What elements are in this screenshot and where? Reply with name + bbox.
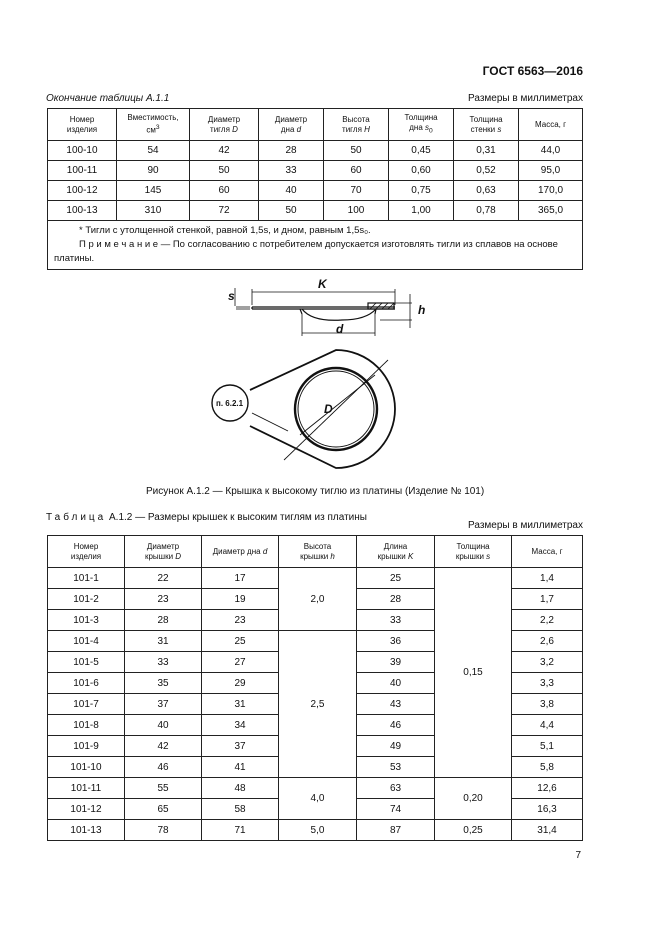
table-cell: 0,78 bbox=[454, 201, 519, 221]
table-cell: 95,0 bbox=[519, 161, 583, 181]
table-cell: 4,4 bbox=[512, 715, 583, 736]
table-cell: 101-12 bbox=[48, 799, 125, 820]
table-cell: 31 bbox=[202, 694, 279, 715]
label-diameter: D bbox=[324, 402, 333, 416]
table-cell: 25 bbox=[357, 568, 435, 589]
table2-caption-text: А.1.2 — Размеры крышек к высоким тиглям из платины bbox=[106, 512, 367, 523]
table-row bbox=[48, 201, 583, 221]
table-cell: 100 bbox=[324, 201, 389, 221]
label-reference: п. 6.2.1 bbox=[216, 399, 244, 408]
table-cell: 31,4 bbox=[512, 820, 583, 841]
table-footnote bbox=[48, 221, 583, 270]
table-cell: 101-8 bbox=[48, 715, 125, 736]
table2-caption bbox=[46, 512, 367, 523]
table-cell: 310 bbox=[117, 201, 190, 221]
table-cell: 44,0 bbox=[519, 141, 583, 161]
table-cell: 42 bbox=[190, 141, 259, 161]
note-label: П р и м е ч а н и е bbox=[79, 239, 159, 250]
label-h: h bbox=[418, 303, 426, 317]
table-cell: 37 bbox=[202, 736, 279, 757]
table-cell: 34 bbox=[202, 715, 279, 736]
table-cell: 101-13 bbox=[48, 820, 125, 841]
col-header: Номер изделия bbox=[48, 536, 125, 568]
table-cell: 1,4 bbox=[512, 568, 583, 589]
table-cell: 48 bbox=[202, 778, 279, 799]
table-cell: 28 bbox=[259, 141, 324, 161]
table-cell: 39 bbox=[357, 652, 435, 673]
table-cell: 37 bbox=[125, 694, 202, 715]
table-row bbox=[48, 141, 583, 161]
col-header: Масса, г bbox=[519, 109, 583, 141]
table-cell: 54 bbox=[117, 141, 190, 161]
table-cell: 0,20 bbox=[435, 778, 512, 820]
table-row bbox=[48, 778, 583, 799]
table-row bbox=[48, 820, 583, 841]
table-cell: 100-13 bbox=[48, 201, 117, 221]
table-cell: 0,45 bbox=[389, 141, 454, 161]
col-header: Диаметр крышки D bbox=[125, 536, 202, 568]
table-row bbox=[48, 161, 583, 181]
table-cell: 60 bbox=[190, 181, 259, 201]
table-cell: 145 bbox=[117, 181, 190, 201]
table-cell: 27 bbox=[202, 652, 279, 673]
table2-caption-word: Таблица bbox=[46, 512, 107, 523]
table-cell: 53 bbox=[357, 757, 435, 778]
table-cell: 1,7 bbox=[512, 589, 583, 610]
table-cell: 78 bbox=[125, 820, 202, 841]
table-cell: 58 bbox=[202, 799, 279, 820]
col-header: Диаметр дна d bbox=[202, 536, 279, 568]
table-cell: 0,25 bbox=[435, 820, 512, 841]
table-cell: 0,63 bbox=[454, 181, 519, 201]
table-cell: 87 bbox=[357, 820, 435, 841]
col-header: Толщина стенки s bbox=[454, 109, 519, 141]
table-cell: 42 bbox=[125, 736, 202, 757]
table-cell: 19 bbox=[202, 589, 279, 610]
table-cell: 29 bbox=[202, 673, 279, 694]
table-cell: 28 bbox=[357, 589, 435, 610]
table-row bbox=[48, 181, 583, 201]
table-cell: 100-12 bbox=[48, 181, 117, 201]
table-cell: 33 bbox=[125, 652, 202, 673]
table-a11-end bbox=[47, 108, 583, 270]
table-cell: 31 bbox=[125, 631, 202, 652]
table-cell: 2,6 bbox=[512, 631, 583, 652]
note-text bbox=[54, 238, 576, 266]
table-row bbox=[48, 568, 583, 589]
table-cell: 101-2 bbox=[48, 589, 125, 610]
table-cell: 0,75 bbox=[389, 181, 454, 201]
table-cell: 3,2 bbox=[512, 652, 583, 673]
table-cell: 0,52 bbox=[454, 161, 519, 181]
lid-plan-outline bbox=[250, 350, 395, 468]
col-header: Вместимость, $см^3$ bbox=[117, 109, 190, 141]
table-cell: 43 bbox=[357, 694, 435, 715]
table-cell: 35 bbox=[125, 673, 202, 694]
table2-units: Размеры в миллиметрах bbox=[468, 520, 583, 531]
table-cell: 4,0 bbox=[279, 778, 357, 820]
label-s: s bbox=[228, 289, 235, 303]
table-cell: 365,0 bbox=[519, 201, 583, 221]
table-cell: 90 bbox=[117, 161, 190, 181]
col-header: Высота крышки h bbox=[279, 536, 357, 568]
col-header: Толщина крышки s bbox=[435, 536, 512, 568]
lid-drawing bbox=[190, 270, 430, 480]
table-cell: 16,3 bbox=[512, 799, 583, 820]
col-header: Номер изделия bbox=[48, 109, 117, 141]
table-cell: 40 bbox=[125, 715, 202, 736]
table-cell: 28 bbox=[125, 610, 202, 631]
table-cell: 0,31 bbox=[454, 141, 519, 161]
table-cell: 36 bbox=[357, 631, 435, 652]
col-header: Диаметр тигля D bbox=[190, 109, 259, 141]
lid-bottom-curve bbox=[302, 309, 376, 320]
table-cell: 5,0 bbox=[279, 820, 357, 841]
table-cell: 72 bbox=[190, 201, 259, 221]
table-cell: 101-4 bbox=[48, 631, 125, 652]
table-cell: 25 bbox=[202, 631, 279, 652]
table-cell: 0,15 bbox=[435, 568, 512, 778]
table-cell: 101-11 bbox=[48, 778, 125, 799]
col-header: Диаметр дна d bbox=[259, 109, 324, 141]
table1-caption: Окончание таблицы А.1.1 bbox=[46, 93, 170, 104]
table-cell: 0,60 bbox=[389, 161, 454, 181]
table-cell: 40 bbox=[259, 181, 324, 201]
table-cell: 55 bbox=[125, 778, 202, 799]
col-header: Масса, г bbox=[512, 536, 583, 568]
table-header-row bbox=[48, 536, 583, 568]
table-cell: 41 bbox=[202, 757, 279, 778]
table-cell: 2,5 bbox=[279, 631, 357, 778]
table-cell: 46 bbox=[125, 757, 202, 778]
table-cell: 65 bbox=[125, 799, 202, 820]
col-header: Толщина дна $s_0$ bbox=[389, 109, 454, 141]
table-cell: 100-11 bbox=[48, 161, 117, 181]
table1-units: Размеры в миллиметрах bbox=[468, 93, 583, 104]
table-header-row bbox=[48, 109, 583, 141]
table-cell: 100-10 bbox=[48, 141, 117, 161]
table-cell: 40 bbox=[357, 673, 435, 694]
figure-caption: Рисунок А.1.2 — Крышка к высокому тиглю из платины (Изделие № 101) bbox=[146, 486, 485, 497]
table-cell: 101-6 bbox=[48, 673, 125, 694]
table-cell: 23 bbox=[125, 589, 202, 610]
table-a12 bbox=[47, 535, 583, 841]
standard-header: ГОСТ 6563—2016 bbox=[482, 64, 583, 78]
table-cell: 33 bbox=[357, 610, 435, 631]
table-cell: 33 bbox=[259, 161, 324, 181]
table-cell: 1,00 bbox=[389, 201, 454, 221]
table-cell: 71 bbox=[202, 820, 279, 841]
table-cell: 101-9 bbox=[48, 736, 125, 757]
table-cell: 70 bbox=[324, 181, 389, 201]
table-cell: 74 bbox=[357, 799, 435, 820]
col-header: Высота тигля H bbox=[324, 109, 389, 141]
table-cell: 3,8 bbox=[512, 694, 583, 715]
table-cell: 12,6 bbox=[512, 778, 583, 799]
table-cell: 46 bbox=[357, 715, 435, 736]
table-cell: 170,0 bbox=[519, 181, 583, 201]
table-cell: 60 bbox=[324, 161, 389, 181]
table-cell: 2,0 bbox=[279, 568, 357, 631]
table-cell: 3,3 bbox=[512, 673, 583, 694]
table-footnote-row bbox=[48, 221, 583, 270]
table-cell: 101-10 bbox=[48, 757, 125, 778]
note-body: — По согласованию с потребителем допускается изготовлять тигли из сплавов на основе платины. bbox=[54, 239, 558, 264]
footnote-text: * Тигли с утолщенной стенкой, равной 1,5s, и дном, равным 1,5s₀. bbox=[79, 225, 371, 236]
table-cell: 50 bbox=[259, 201, 324, 221]
table-cell: 101-1 bbox=[48, 568, 125, 589]
table-cell: 17 bbox=[202, 568, 279, 589]
table-cell: 49 bbox=[357, 736, 435, 757]
page-number: 7 bbox=[575, 850, 581, 861]
table-cell: 2,2 bbox=[512, 610, 583, 631]
table-cell: 22 bbox=[125, 568, 202, 589]
table-cell: 101-3 bbox=[48, 610, 125, 631]
table-cell: 50 bbox=[324, 141, 389, 161]
table-cell: 5,1 bbox=[512, 736, 583, 757]
table-cell: 101-5 bbox=[48, 652, 125, 673]
table-cell: 101-7 bbox=[48, 694, 125, 715]
label-k: K bbox=[318, 277, 327, 291]
table-cell: 50 bbox=[190, 161, 259, 181]
table-cell: 5,8 bbox=[512, 757, 583, 778]
table-cell: 63 bbox=[357, 778, 435, 799]
col-header: Длина крышки K bbox=[357, 536, 435, 568]
label-d: d bbox=[336, 322, 344, 336]
table-cell: 23 bbox=[202, 610, 279, 631]
